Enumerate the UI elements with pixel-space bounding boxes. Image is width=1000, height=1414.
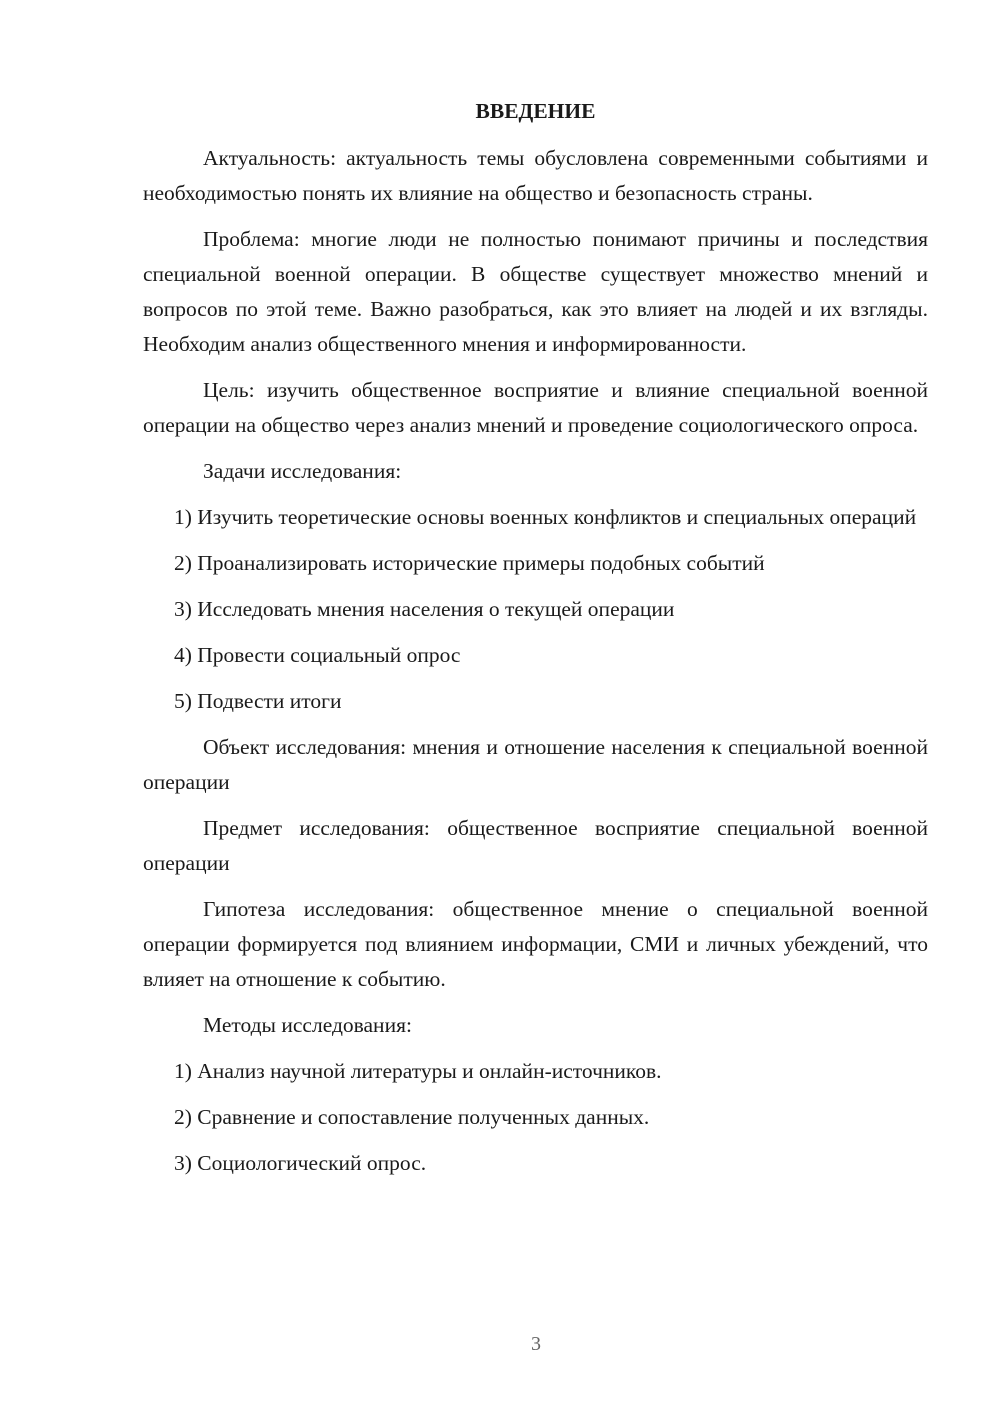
document-page <box>143 96 928 1192</box>
hypothesis-paragraph: Гипотеза исследования: общественное мнение о специальной военной операции формируется под влиянием информации, СМИ и личных убеждений, что влияет на отношение к событию. <box>143 897 928 991</box>
page-number: 3 <box>531 1333 541 1355</box>
methods-heading: Методы исследования: <box>203 1013 412 1037</box>
task-item: 1) Изучить теоретические основы военных конфликтов и специальных операций <box>174 505 917 529</box>
problem-paragraph: Проблема: многие люди не полностью понимают причины и последствия специальной военной операции. В обществе существует множество мнений и вопросов по этой теме. Важно разобраться, как это влияет на людей и их взгляды. Необходим анализ общественного мнения и информированности. <box>143 227 928 356</box>
task-item: 5) Подвести итоги <box>174 689 342 713</box>
method-item: 2) Сравнение и сопоставление полученных данных. <box>174 1105 650 1129</box>
task-item: 4) Провести социальный опрос <box>174 643 461 667</box>
subject-paragraph: Предмет исследования: общественное восприятие специальной военной операции <box>143 816 928 875</box>
task-item: 2) Проанализировать исторические примеры подобных событий <box>174 551 765 575</box>
task-item: 3) Исследовать мнения населения о текущей операции <box>174 597 675 621</box>
section-title: ВВЕДЕНИЕ <box>475 99 596 123</box>
method-item: 3) Социологический опрос. <box>174 1151 427 1175</box>
object-paragraph: Объект исследования: мнения и отношение населения к специальной военной операции <box>143 735 928 794</box>
goal-paragraph: Цель: изучить общественное восприятие и влияние специальной военной операции на общество через анализ мнений и проведение социологического опроса. <box>143 378 928 437</box>
method-item: 1) Анализ научной литературы и онлайн-источников. <box>174 1059 662 1083</box>
tasks-heading: Задачи исследования: <box>203 459 402 483</box>
relevance-paragraph: Актуальность: актуальность темы обусловлена современными событиями и необходимостью понять их влияние на общество и безопасность страны. <box>143 146 928 205</box>
